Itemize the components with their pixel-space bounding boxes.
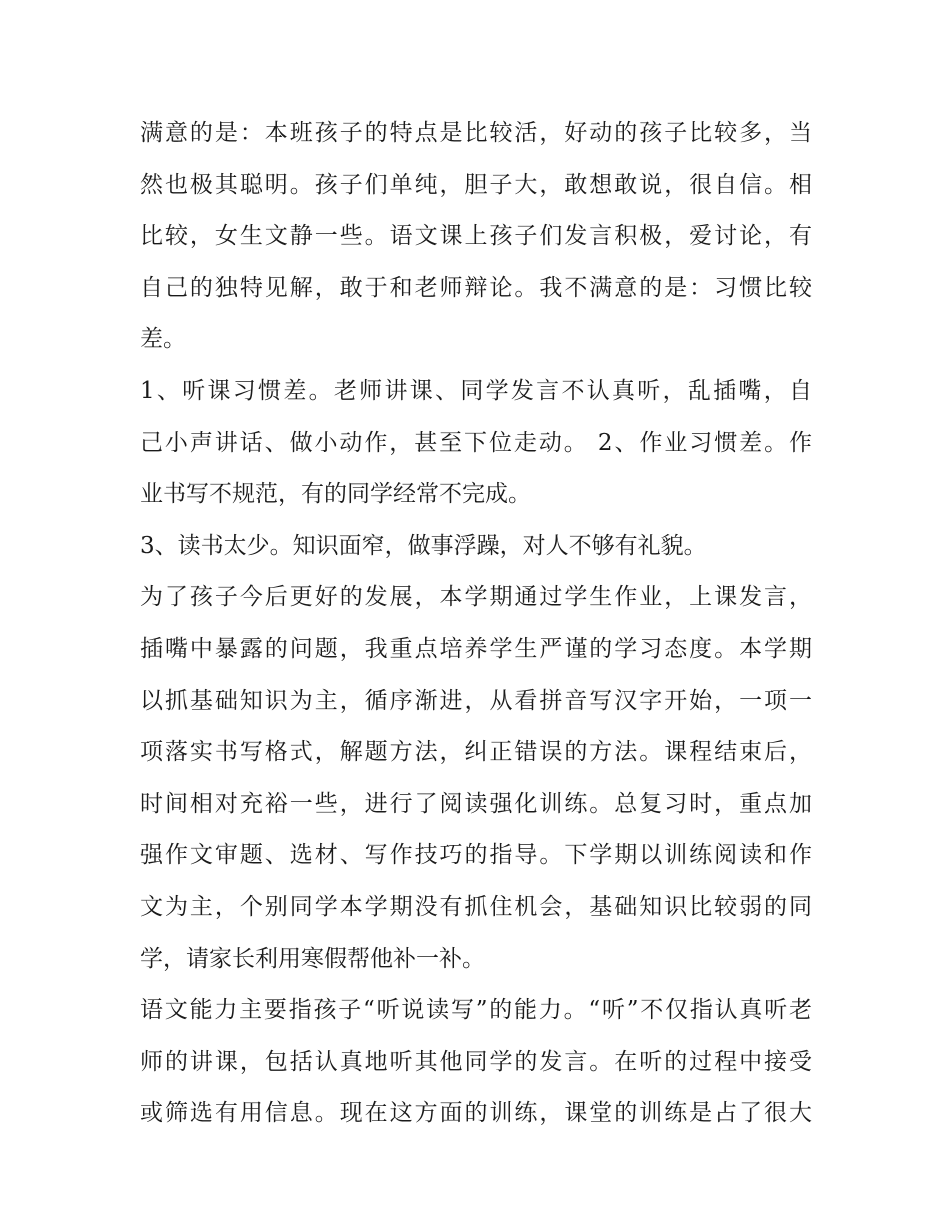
text-line: 强作文审题、选材、写作技巧的指导。下学期以训练阅读和作 (140, 842, 812, 869)
text-line: 语文能力主要指孩子“听说读写”的能力。“听”不仅指认真听老 (140, 997, 812, 1024)
text-line: 以抓基础知识为主，循序渐进，从看拼音写汉字开始，一项一 (140, 687, 812, 714)
text-line: 业书写不规范，有的同学经常不完成。 (140, 481, 531, 508)
paragraph-listening-homework (140, 366, 812, 521)
text-line: 差。 (140, 326, 186, 353)
text-line: 插嘴中暴露的问题，我重点培养学生严谨的学习态度。本学期 (140, 635, 812, 662)
text-line: 学，请家长利用寒假帮他补一补。 (140, 945, 485, 972)
text-line: 1、听课习惯差。老师讲课、同学发言不认真听，乱插嘴，自 (140, 377, 812, 404)
text-line: 己小声讲话、做小动作，甚至下位走动。 2、作业习惯差。作 (140, 429, 812, 456)
text-line: 师的讲课，包括认真地听其他同学的发言。在听的过程中接受 (140, 1048, 812, 1075)
text-line: 时间相对充裕一些，进行了阅读强化训练。总复习时，重点加 (140, 790, 812, 817)
text-line: 或筛选有用信息。现在这方面的训练，课堂的训练是占了很大 (140, 1100, 812, 1127)
text-line: 文为主，个别同学本学期没有抓住机会，基础知识比较弱的同 (140, 893, 812, 920)
paragraph-development (140, 572, 812, 985)
text-line: 为了孩子今后更好的发展，本学期通过学生作业，上课发言， (140, 584, 812, 611)
paragraph-reading (140, 521, 812, 573)
paragraph-language-ability (140, 985, 812, 1140)
text-line: 然也极其聪明。孩子们单纯，胆子大，敢想敢说，很自信。相 (140, 171, 812, 198)
document-body (140, 108, 812, 1140)
text-line: 3、读书太少。知识面窄，做事浮躁，对人不够有礼貌。 (140, 532, 707, 559)
text-line: 满意的是：本班孩子的特点是比较活，好动的孩子比较多，当 (140, 120, 812, 146)
text-line: 比较，女生文静一些。语文课上孩子们发言积极，爱讨论，有 (140, 223, 812, 250)
text-line: 项落实书写格式，解题方法，纠正错误的方法。课程结束后， (140, 739, 812, 766)
paragraph-satisfaction (140, 108, 812, 366)
text-line: 自己的独特见解，敢于和老师辩论。我不满意的是：习惯比较 (140, 274, 812, 301)
